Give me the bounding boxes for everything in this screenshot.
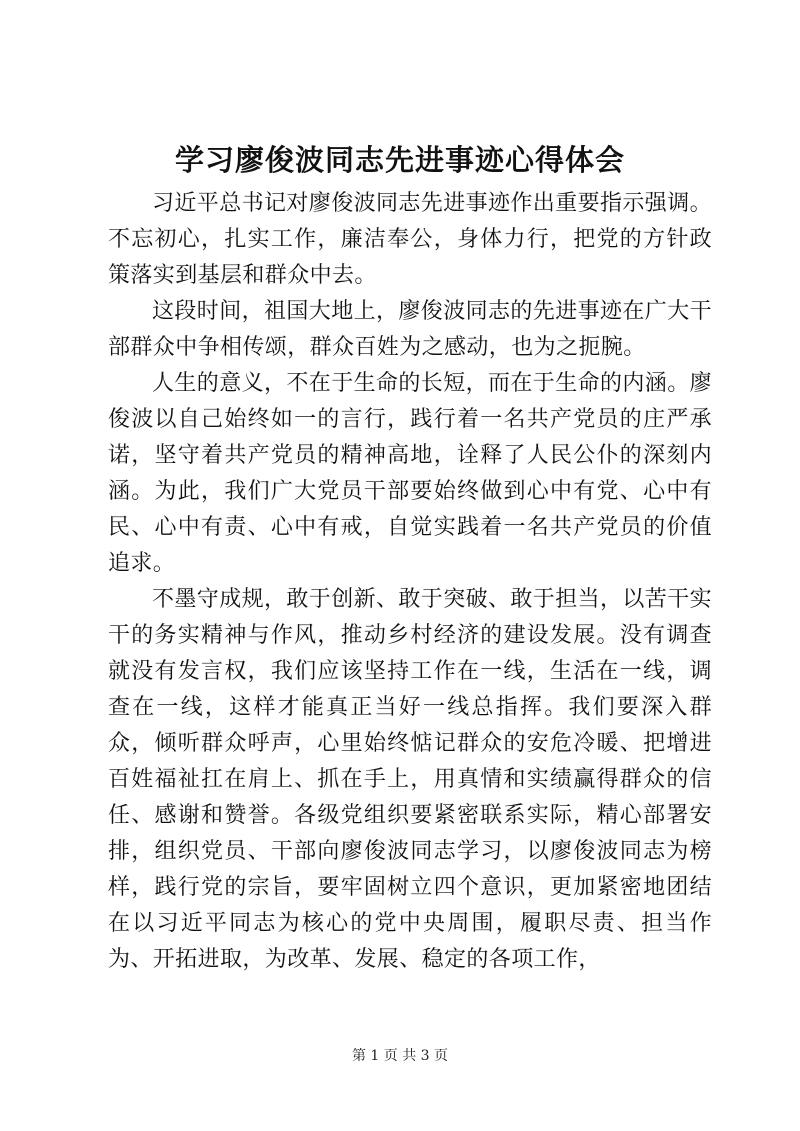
paragraph: 不墨守成规，敢于创新、敢于突破、敢于担当，以苦干实干的务实精神与作风，推动乡村经济的建设发展。没有调查就没有发言权，我们应该坚持工作在一线，生活在一线，调查在一线，这样才能真正当好一线总指挥。我们要深入群众，倾听群众呼声，心里始终惦记群众的安危冷暖、把增进百姓福祉扛在肩上、抓在手上，用真情和实绩赢得群众的信任、感谢和赞誉。各级党组织要紧密联系实际，精心部署安排，组织党员、干部向廖俊波同志学习，以廖俊波同志为榜样，践行党的宗旨，要牢固树立四个意识，更加紧密地团结在以习近平同志为核心的党中央周围，履职尽责、担当作为、开拓进取，为改革、发展、稳定的各项工作， <box>108 587 713 972</box>
paragraph: 人生的意义，不在于生命的长短，而在于生命的内涵。廖俊波以自己始终如一的言行，践行着一名共产党员的庄严承诺，坚守着共产党员的精神高地，诠释了人民公仆的深刻内涵。为此，我们广大党员干部要始终做到心中有党、心中有民、心中有责、心中有戒，自觉实践着一名共产党员的价值追求。 <box>108 371 713 576</box>
document-body <box>108 186 712 978</box>
paragraph: 这段时间，祖国大地上，廖俊波同志的先进事迹在广大干部群众中争相传颂，群众百姓为之感动，也为之扼腕。 <box>108 299 713 360</box>
paragraph: 习近平总书记对廖俊波同志先进事迹作出重要指示强调。不忘初心，扎实工作，廉洁奉公，身体力行，把党的方针政策落实到基层和群众中去。 <box>108 191 713 288</box>
page-number-footer: 第 1 页 共 3 页 <box>351 1048 449 1064</box>
document-title: 学习廖俊波同志先进事迹心得体会 <box>174 143 625 177</box>
